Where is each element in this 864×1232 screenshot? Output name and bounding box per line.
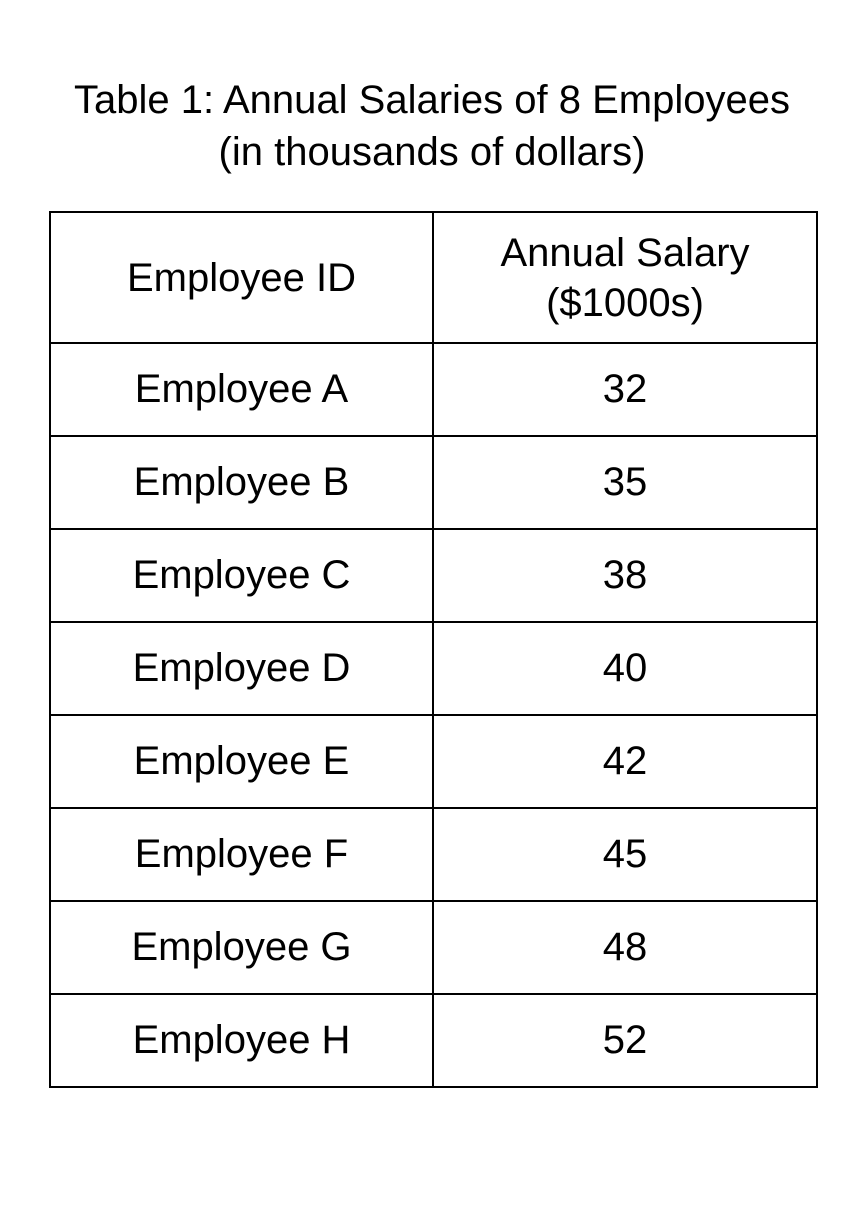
salary-cell: 42 [433,715,817,808]
salary-table [49,211,818,1088]
header-row [50,212,817,343]
salary-cell: 52 [433,994,817,1087]
table-row [50,808,817,901]
caption-subtitle: (in thousands of dollars) [218,130,646,174]
header-annual-salary-line2: ($1000s) [546,280,704,325]
employee-id-cell: Employee F [50,808,433,901]
caption-title: Table 1: Annual Salaries of 8 Employees [74,78,790,122]
employee-id-cell: Employee D [50,622,433,715]
table-row [50,529,817,622]
employee-id-cell: Employee C [50,529,433,622]
employee-id-cell: Employee B [50,436,433,529]
employee-id-cell: Employee A [50,343,433,436]
header-annual-salary [433,212,817,343]
employee-id-cell: Employee G [50,901,433,994]
employee-id-cell: Employee H [50,994,433,1087]
salary-cell: 38 [433,529,817,622]
table-row [50,622,817,715]
table-caption [0,74,864,178]
salary-cell: 35 [433,436,817,529]
header-annual-salary-line1: Annual Salary [500,230,750,275]
table-row [50,715,817,808]
header-employee-id: Employee ID [50,212,433,343]
table-row [50,436,817,529]
employee-id-cell: Employee E [50,715,433,808]
table-row [50,343,817,436]
salary-cell: 45 [433,808,817,901]
table-row [50,994,817,1087]
salary-cell: 32 [433,343,817,436]
salary-cell: 40 [433,622,817,715]
salary-cell: 48 [433,901,817,994]
table-row [50,901,817,994]
